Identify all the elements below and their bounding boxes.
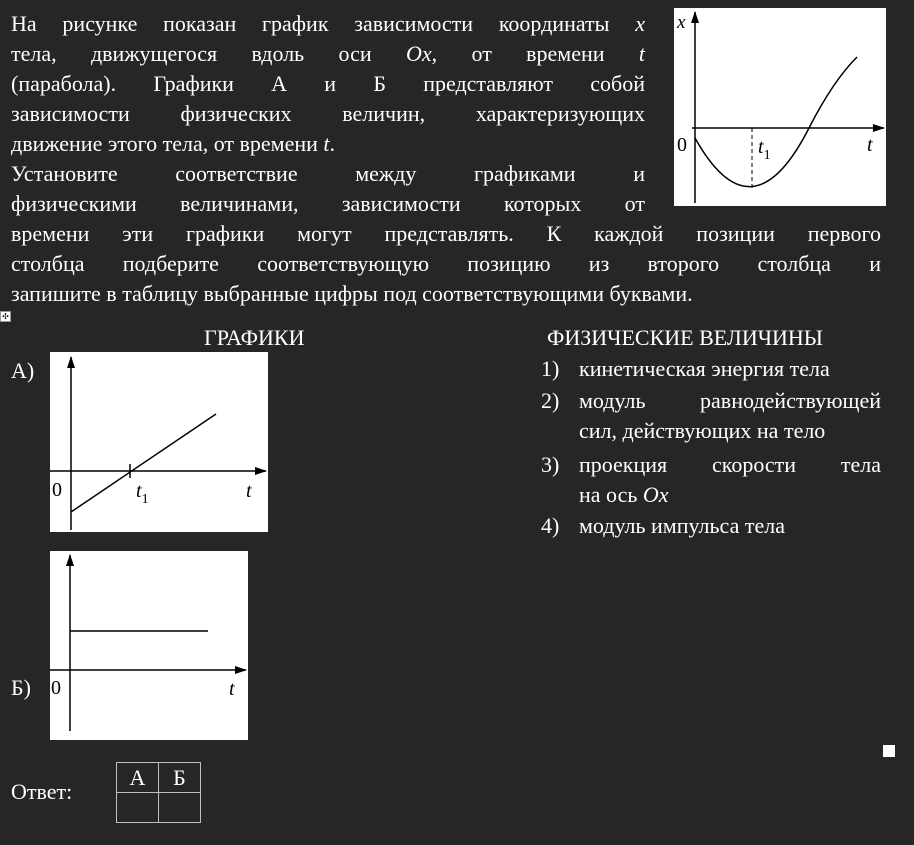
answer-table <box>116 762 201 823</box>
answer-cell-a[interactable] <box>117 793 159 823</box>
option-number: 3) <box>541 452 560 477</box>
t-axis-label: t <box>246 480 252 502</box>
table-anchor-icon[interactable]: ✣ <box>0 311 11 322</box>
parabola-curve <box>695 57 857 187</box>
graph-b <box>50 551 248 740</box>
problem-line: тела, движущегося вдоль оси Ox, от времени t <box>11 41 645 66</box>
problem-line: Установите соответствие между графиками и <box>11 161 645 186</box>
main-graph <box>674 8 886 206</box>
answer-label: Ответ: <box>11 779 73 804</box>
graph-a <box>50 352 268 532</box>
problem-line: времени эти графики могут представлять. К каждой позиции первого <box>11 221 881 246</box>
answer-cell-b[interactable] <box>159 793 201 823</box>
option-text <box>579 354 881 384</box>
problem-line: зависимости физических величин, характеризующих <box>11 101 645 126</box>
problem-line: (парабола). Графики А и Б представляют собой <box>11 71 645 96</box>
list-item <box>541 511 882 541</box>
option-text <box>579 511 881 541</box>
origin-label: 0 <box>677 134 687 156</box>
quantities-header: ФИЗИЧЕСКИЕ ВЕЛИЧИНЫ <box>547 325 823 350</box>
quantities-list <box>541 354 882 554</box>
t1-label: $t_1$ <box>758 136 771 163</box>
problem-line: физическими величинами, зависимости которых от <box>11 191 645 216</box>
problem-line: столбца подберите соответствующую позицию из второго столбца и <box>11 251 881 276</box>
problem-line: движение этого тела, от времени t. <box>11 131 336 156</box>
problem-line: запишите в таблицу выбранные цифры под соответствующими буквами. <box>11 281 693 306</box>
option-text <box>579 386 881 446</box>
t-axis-label: t <box>229 678 235 700</box>
option-line: проекция скорости тела <box>579 452 881 477</box>
option-line: модуль импульса тела <box>579 513 785 538</box>
graph-a-label: А) <box>11 358 35 383</box>
answer-header-a: А <box>117 763 159 793</box>
t1-label: $t_1$ <box>136 480 149 507</box>
graph-b-label: Б) <box>11 675 31 700</box>
graphs-header: ГРАФИКИ <box>204 325 305 350</box>
option-line: на ось Ox <box>579 482 669 507</box>
option-line: сил, действующих на тело <box>579 418 826 443</box>
origin-label: 0 <box>51 677 61 699</box>
list-item <box>541 354 882 384</box>
option-text <box>579 450 881 510</box>
y-axis-label: x <box>677 12 686 33</box>
t-axis-label: t <box>867 134 873 156</box>
problem-line: На рисунке показан график зависимости координаты x <box>11 11 645 36</box>
option-number: 4) <box>541 513 560 538</box>
end-mark <box>883 745 895 757</box>
option-line: модуль равнодействующей <box>579 388 881 413</box>
option-line: кинетическая энергия тела <box>579 356 830 381</box>
list-item <box>541 386 882 446</box>
option-number: 1) <box>541 356 560 381</box>
origin-label: 0 <box>52 479 62 501</box>
option-number: 2) <box>541 388 560 413</box>
list-item <box>541 450 882 510</box>
answer-header-b: Б <box>159 763 201 793</box>
